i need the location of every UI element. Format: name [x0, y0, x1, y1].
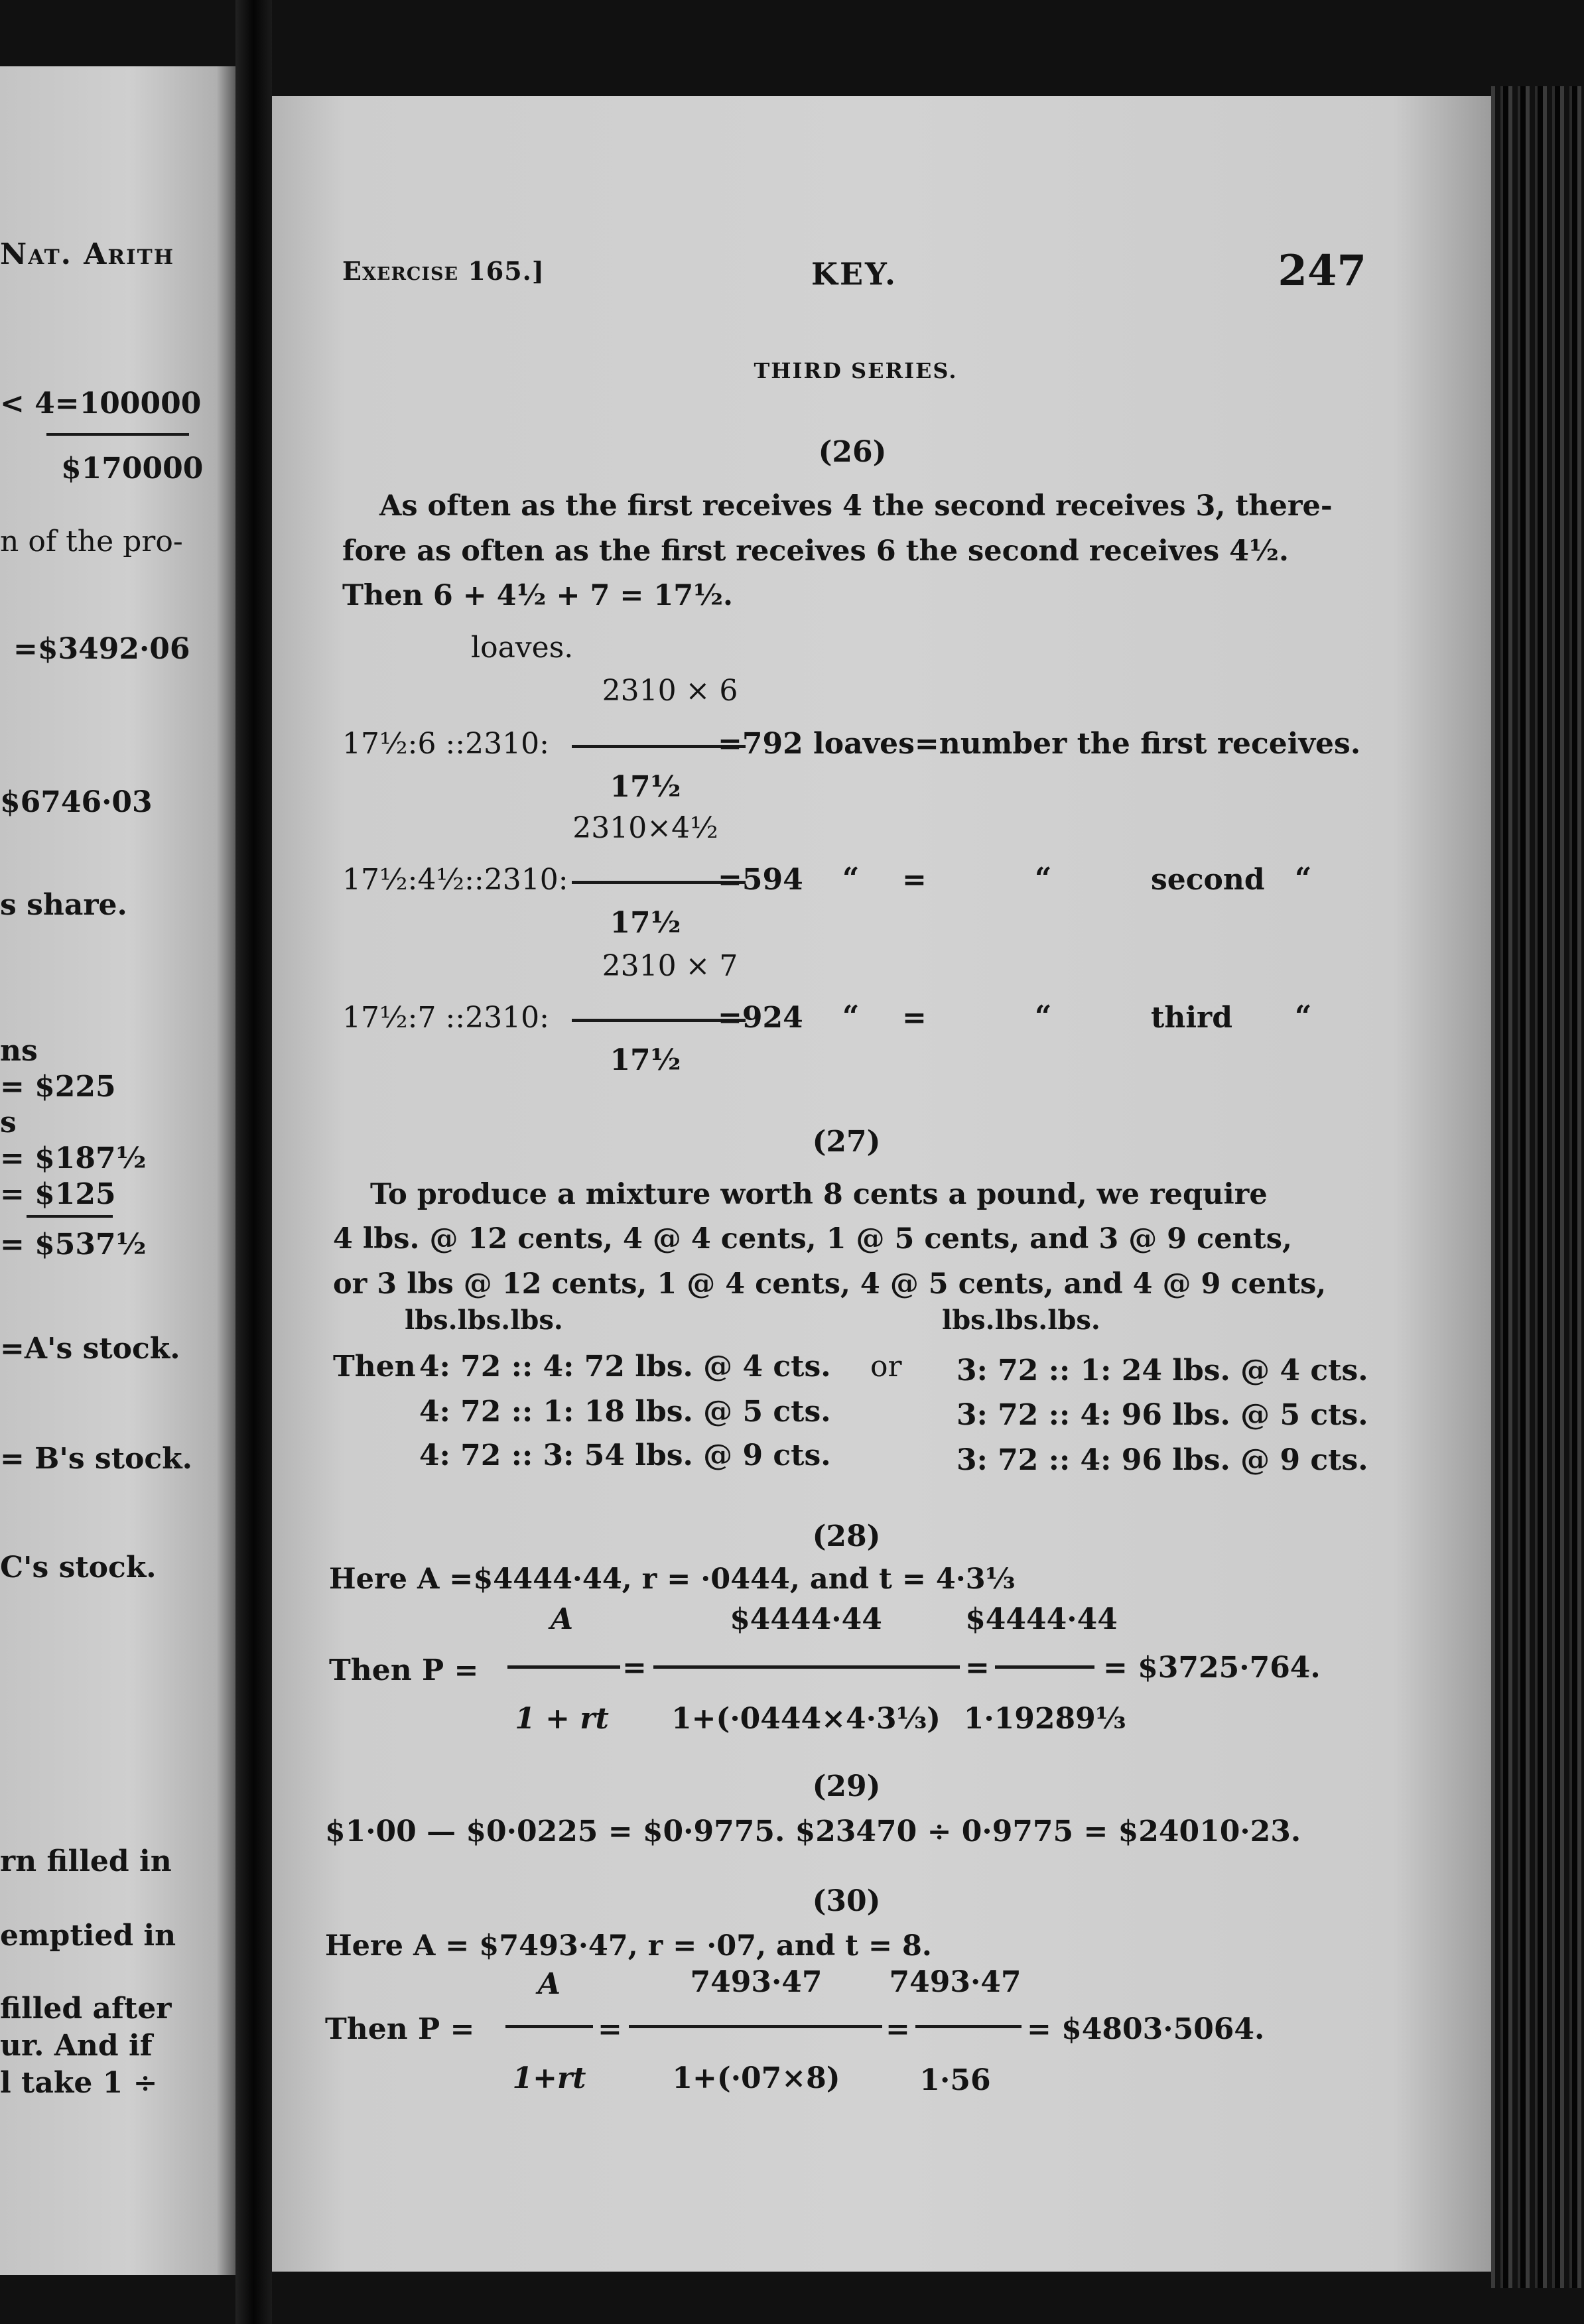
- fraction-numerator: 7493·47: [889, 1965, 1022, 1999]
- fraction-denominator: 1+(·07×8): [672, 2061, 840, 2095]
- fraction-bar: [505, 2025, 593, 2028]
- ordinal-word: third: [1151, 1001, 1232, 1035]
- left-text-line: $170000: [61, 452, 204, 485]
- then-label: Then P =: [329, 1653, 479, 1687]
- problem-number: (28): [812, 1519, 881, 1553]
- running-header-title: KEY.: [811, 256, 897, 292]
- text-line: Then 6 + 4½ + 7 = 17½.: [342, 579, 734, 612]
- equals-sign: =: [598, 2012, 622, 2046]
- fraction-denominator: 17½: [610, 770, 681, 804]
- formula-result: = $4803·5064.: [1027, 2012, 1265, 2046]
- ditto-mark: “: [1035, 862, 1052, 895]
- given-line: Here A =$4444·44, r = ·0444, and t = 4·3⅓: [329, 1563, 1016, 1596]
- left-text-line: = $187½: [0, 1141, 147, 1175]
- series-title: THIRD SERIES.: [754, 358, 958, 383]
- formula-result: = $3725·764.: [1103, 1651, 1321, 1685]
- left-sum-rule: [27, 1215, 113, 1218]
- fraction-denominator: 1·19289⅓: [963, 1702, 1126, 1736]
- problem-number: (26): [818, 435, 887, 469]
- proportion-result: =792 loaves=number the first receives.: [718, 727, 1361, 761]
- left-text-line: ns: [0, 1034, 38, 1068]
- column-header: lbs.lbs.lbs.: [405, 1305, 563, 1336]
- fraction-numerator: 2310×4½: [572, 811, 718, 845]
- or-label: or: [870, 1350, 902, 1384]
- left-text-line: C's stock.: [0, 1551, 157, 1584]
- left-text-line: rn filled in: [0, 1844, 172, 1878]
- given-line: Here A = $7493·47, r = ·07, and t = 8.: [325, 1929, 932, 1963]
- fraction-denominator: 17½: [610, 1043, 681, 1077]
- left-text-line: =A's stock.: [0, 1332, 180, 1366]
- table-row: 3: 72 :: 4: 96 lbs. @ 5 cts.: [957, 1398, 1368, 1432]
- table-row: 3: 72 :: 4: 96 lbs. @ 9 cts.: [957, 1443, 1368, 1477]
- ditto-mark: “: [1035, 1000, 1052, 1033]
- text-line: To produce a mixture worth 8 cents a pound, we require: [370, 1178, 1268, 1211]
- left-sum-rule: [46, 433, 189, 436]
- right-page: [272, 96, 1491, 2272]
- left-text-line: $6746·03: [0, 785, 153, 819]
- page-edges: [1491, 86, 1584, 2288]
- left-facing-page: [0, 66, 235, 2275]
- proportion-left: 17½:6 ::2310:: [342, 727, 549, 761]
- problem-number: (29): [812, 1770, 881, 1803]
- text-line: or 3 lbs @ 12 cents, 1 @ 4 cents, 4 @ 5 cents, and 4 @ 9 cents,: [333, 1267, 1327, 1301]
- fraction-bar: [629, 2025, 882, 2028]
- equals-sign: =: [902, 1001, 927, 1035]
- left-running-header: Nat. Arith: [0, 237, 175, 271]
- table-row: 4: 72 :: 1: 18 lbs. @ 5 cts.: [419, 1395, 831, 1429]
- equals-sign: =: [965, 1651, 990, 1685]
- then-label: Then P =: [325, 2012, 475, 2046]
- left-text-line: emptied in: [0, 1919, 176, 1953]
- left-text-line: filled after: [0, 1992, 172, 2026]
- left-text-line: = $225: [0, 1070, 116, 1104]
- left-text-line: = B's stock.: [0, 1442, 192, 1476]
- fraction-numerator: 7493·47: [690, 1965, 823, 1999]
- text-line: As often as the first receives 4 the second receives 3, there-: [379, 489, 1333, 523]
- fraction-numerator: 2310 × 6: [602, 674, 738, 708]
- fraction-bar: [507, 1665, 620, 1669]
- unit-label: loaves.: [471, 631, 574, 665]
- proportion-left: 17½:4½::2310:: [342, 863, 568, 897]
- ditto-mark: “: [1295, 1000, 1312, 1033]
- text-line: fore as often as the first receives 6 the second receives 4½.: [342, 535, 1289, 568]
- text-line: 4 lbs. @ 12 cents, 4 @ 4 cents, 1 @ 5 cents, and 3 @ 9 cents,: [333, 1222, 1292, 1256]
- fraction-denominator: 1+(·0444×4·3⅓): [671, 1702, 941, 1736]
- fraction-numerator: A: [550, 1602, 574, 1636]
- fraction-denominator: 1 + rt: [515, 1702, 609, 1736]
- proportion-left: 17½:7 ::2310:: [342, 1001, 549, 1035]
- fraction-bar: [653, 1665, 960, 1669]
- ditto-mark: “: [842, 1000, 860, 1033]
- table-row: 4: 72 :: 3: 54 lbs. @ 9 cts.: [419, 1439, 831, 1472]
- fraction-denominator: 1+rt: [512, 2061, 586, 2095]
- then-label: Then: [333, 1350, 416, 1384]
- left-text-line: n of the pro-: [0, 525, 183, 558]
- fraction-numerator: A: [537, 1967, 561, 2001]
- left-text-line: s share.: [0, 888, 127, 922]
- table-row: 4: 72 :: 4: 72 lbs. @ 4 cts.: [419, 1350, 831, 1384]
- column-header: lbs.lbs.lbs.: [942, 1305, 1100, 1336]
- equals-sign: =: [886, 2012, 910, 2046]
- ditto-mark: “: [842, 862, 860, 895]
- left-text-line: l take 1 ÷: [0, 2066, 158, 2100]
- problem-number: (27): [812, 1125, 881, 1159]
- fraction-numerator: $4444·44: [730, 1602, 882, 1636]
- running-header-section: Exercise 165.]: [342, 256, 545, 286]
- fraction-numerator: $4444·44: [965, 1602, 1118, 1636]
- left-text-line: s: [0, 1106, 17, 1139]
- ordinal-word: second: [1151, 863, 1265, 897]
- fraction-denominator: 17½: [610, 906, 681, 940]
- proportion-result: =924: [718, 1001, 803, 1035]
- fraction-denominator: 1·56: [919, 2063, 991, 2097]
- left-text-line: =$3492·06: [13, 632, 190, 666]
- proportion-result: =594: [718, 863, 803, 897]
- left-text-line: < 4=100000: [0, 387, 202, 420]
- ditto-mark: “: [1295, 862, 1312, 895]
- left-text-line: = $125: [0, 1177, 116, 1211]
- page-number: 247: [1278, 246, 1366, 296]
- fraction-bar: [995, 1665, 1094, 1669]
- equals-sign: =: [902, 863, 927, 897]
- book-gutter: [235, 0, 272, 2324]
- calculation-line: $1·00 — $0·0225 = $0·9775. $23470 ÷ 0·9775 = $24010·23.: [325, 1815, 1301, 1848]
- problem-number: (30): [812, 1884, 881, 1918]
- left-text-line: = $537½: [0, 1228, 147, 1261]
- fraction-bar: [915, 2025, 1022, 2028]
- left-text-line: ur. And if: [0, 2029, 153, 2063]
- fraction-numerator: 2310 × 7: [602, 949, 738, 983]
- equals-sign: =: [622, 1651, 647, 1685]
- table-row: 3: 72 :: 1: 24 lbs. @ 4 cts.: [957, 1354, 1368, 1388]
